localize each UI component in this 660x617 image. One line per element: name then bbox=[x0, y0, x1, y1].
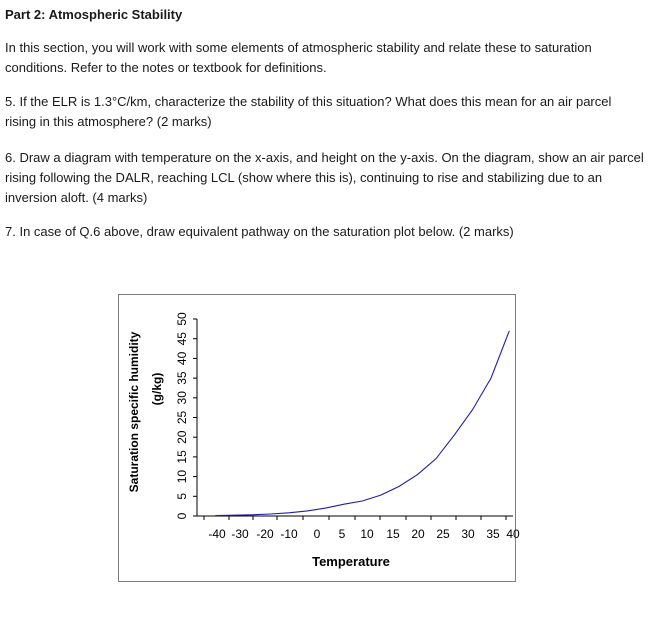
y-tick-label: 50 bbox=[175, 312, 190, 326]
question-5: 5. If the ELR is 1.3°C/km, characterize the stability of this situation? What does this mean for an air parcel rising in this atmosphere? (2 marks) bbox=[5, 94, 612, 129]
chart-axes bbox=[197, 319, 513, 516]
y-axis-unit-label: (g/kg) bbox=[150, 372, 164, 406]
y-tick-label: 15 bbox=[175, 450, 190, 464]
x-tick-label: 20 bbox=[411, 527, 425, 541]
x-tick-label: -10 bbox=[280, 527, 298, 541]
intro-paragraph: In this section, you will work with some elements of atmospheric stability and relate these to saturation conditions. Refer to the notes or textbook for definitions. bbox=[5, 40, 592, 75]
y-ticks bbox=[175, 312, 197, 519]
y-tick-label: 5 bbox=[175, 492, 190, 500]
x-ticks bbox=[204, 516, 520, 541]
x-axis-label: Temperature bbox=[312, 554, 390, 569]
x-tick-label: 25 bbox=[436, 527, 450, 541]
x-tick-label: -20 bbox=[256, 527, 274, 541]
x-tick-label: 40 bbox=[506, 527, 520, 541]
x-tick-label: -30 bbox=[231, 527, 249, 541]
y-axis-label: Saturation specific humidity bbox=[127, 331, 141, 493]
y-tick-label: 0 bbox=[175, 512, 190, 520]
x-tick-label: -40 bbox=[208, 527, 226, 541]
y-tick-label: 30 bbox=[175, 391, 190, 405]
y-tick-label: 25 bbox=[175, 410, 190, 425]
chart-series bbox=[215, 331, 509, 516]
x-tick-label: 10 bbox=[360, 527, 374, 541]
y-tick-label: 10 bbox=[175, 469, 190, 484]
y-tick-label: 40 bbox=[175, 351, 190, 366]
y-tick-label: 45 bbox=[175, 332, 190, 346]
x-tick-label: 15 bbox=[386, 527, 400, 541]
question-6: 6. Draw a diagram with temperature on the x-axis, and height on the y-axis. On the diagram, show an air parcel rising following the DALR, reaching LCL (show where this is), continuing to rise and stabilizing due to an inversion aloft. (4 marks) bbox=[5, 150, 644, 205]
series-line bbox=[215, 331, 509, 516]
y-tick-label: 20 bbox=[175, 430, 190, 444]
x-tick-label: 0 bbox=[313, 527, 321, 541]
x-tick-label: 30 bbox=[461, 527, 475, 541]
x-tick-label: 35 bbox=[486, 527, 500, 541]
x-tick-label: 5 bbox=[338, 527, 346, 541]
section-title: Part 2: Atmospheric Stability bbox=[5, 7, 183, 22]
question-7: 7. In case of Q.6 above, draw equivalent pathway on the saturation plot below. (2 marks) bbox=[5, 224, 514, 239]
saturation-chart bbox=[119, 295, 520, 581]
saturation-plot-frame bbox=[118, 294, 520, 582]
y-tick-label: 35 bbox=[175, 371, 190, 385]
